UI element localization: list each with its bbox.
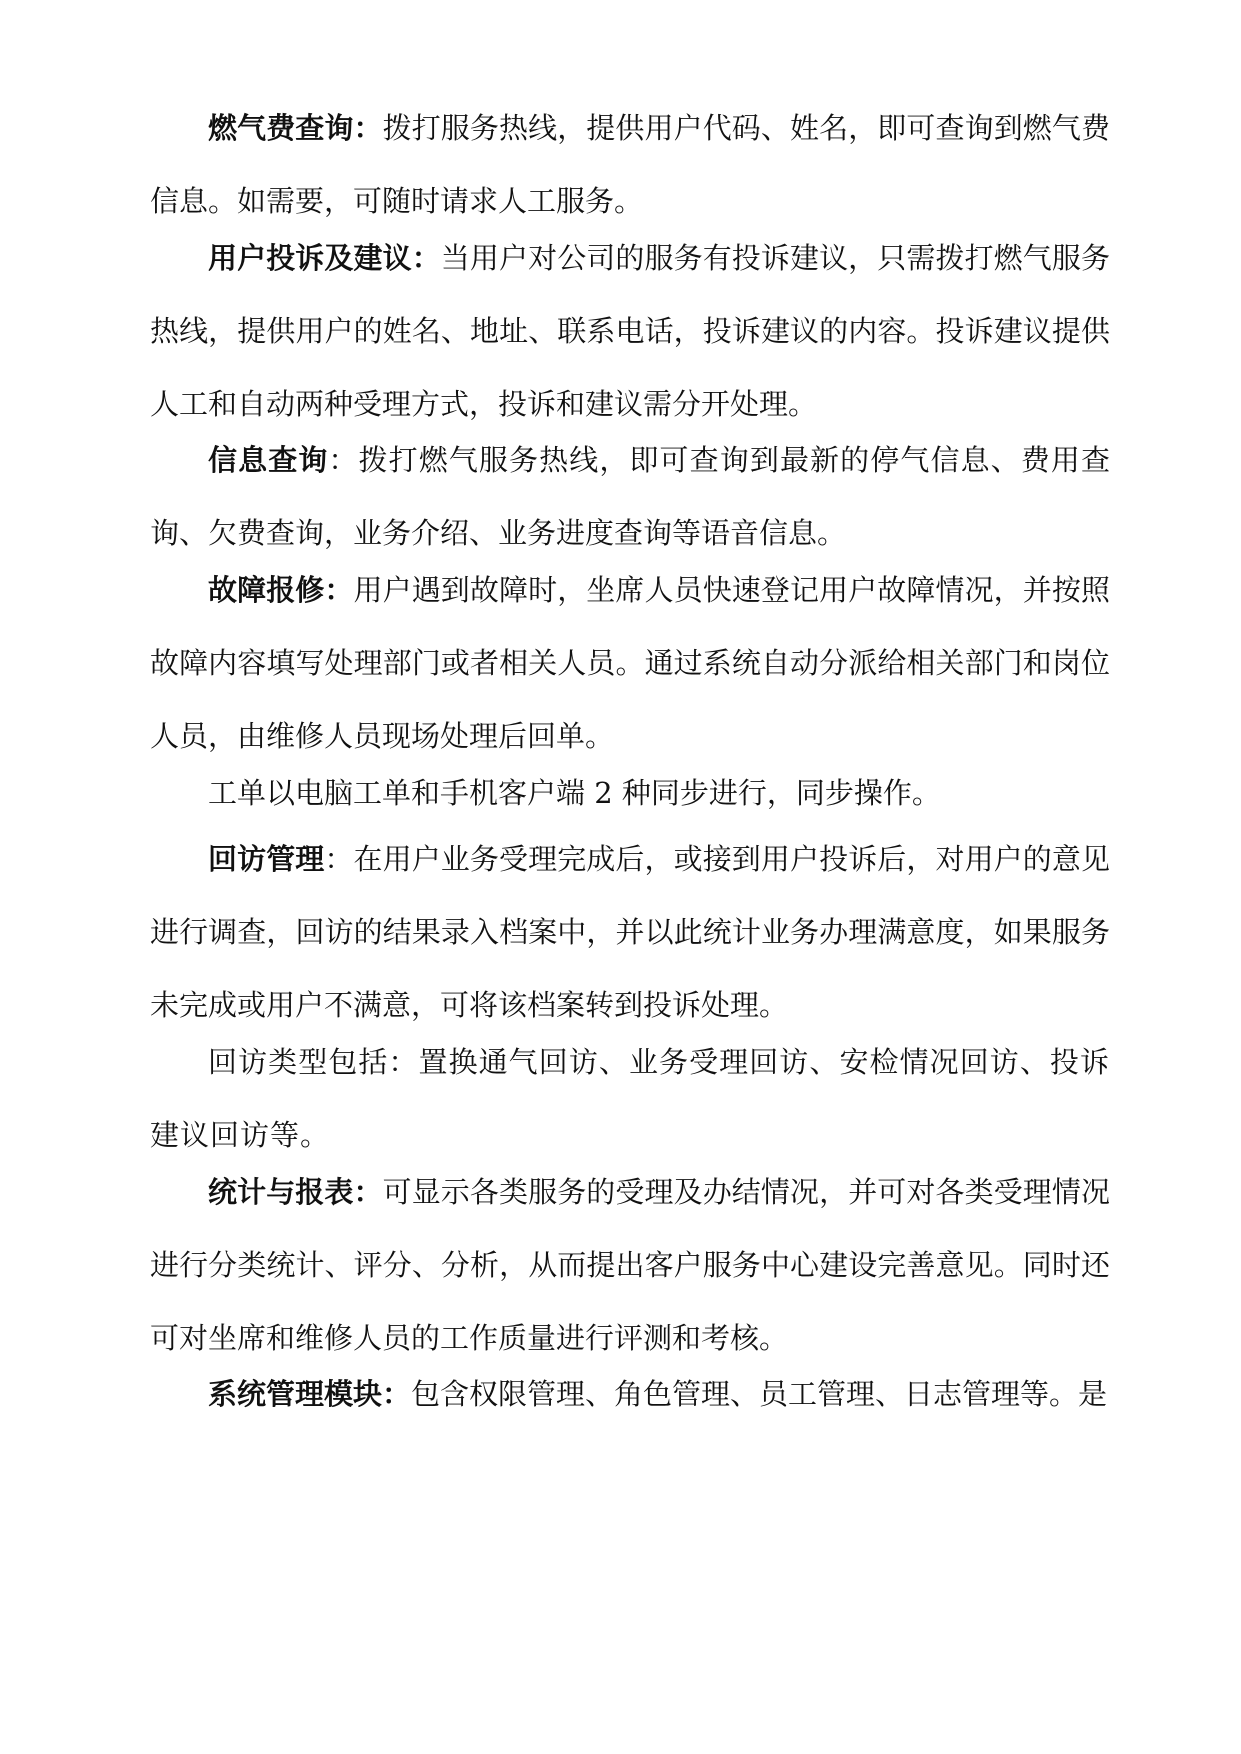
paragraph-body: 包含权限管理、角色管理、员工管理、日志管理等。是 <box>411 1377 1108 1411</box>
term-complaints-suggestions: 用户投诉及建议： <box>208 241 441 275</box>
paragraph-statistics-reports <box>150 1156 1110 1375</box>
paragraph-body: ：拨打燃气服务热线，即可查询到最新的停气信息、费用查询、欠费查询，业务介绍、业务进度查询等语音信息。 <box>150 443 1110 550</box>
paragraph-body: 可显示各类服务的受理及办结情况，并可对各类受理情况进行分类统计、评分、分析，从而提出客户服务中心建设完善意见。同时还可对坐席和维修人员的工作质量进行评测和考核。 <box>150 1175 1110 1355</box>
paragraph-body: 回访类型包括：置换通气回访、业务受理回访、安检情况回访、投诉建议回访等。 <box>150 1045 1110 1152</box>
term-fault-repair: 故障报修： <box>208 573 354 607</box>
paragraph-system-management <box>150 1358 1110 1431</box>
term-return-visit-management: 回访管理 <box>208 842 325 876</box>
paragraph-body: ：在用户业务受理完成后，或接到用户投诉后，对用户的意见进行调查，回访的结果录入档案中，并以此统计业务办理满意度，如果服务未完成或用户不满意，可将该档案转到投诉处理。 <box>150 842 1110 1022</box>
paragraph-information-query <box>150 424 1110 570</box>
paragraph-return-visit-management <box>150 823 1110 1042</box>
paragraph-body: 用户遇到故障时，坐席人员快速登记用户故障情况，并按照故障内容填写处理部门或者相关人员。通过系统自动分派给相关部门和岗位人员，由维修人员现场处理后回单。 <box>150 573 1110 753</box>
paragraph-return-visit-types <box>150 1026 1110 1172</box>
term-information-query: 信息查询 <box>208 443 329 477</box>
paragraph-fault-repair <box>150 554 1110 773</box>
term-system-management: 系统管理模块： <box>208 1377 412 1411</box>
paragraph-gas-fee-query <box>150 92 1110 238</box>
paragraph-body: 工单以电脑工单和手机客户端 2 种同步进行，同步操作。 <box>208 776 941 810</box>
paragraph-complaints-suggestions <box>150 222 1110 441</box>
term-gas-fee-query: 燃气费查询： <box>208 111 383 145</box>
paragraph-body: 当用户对公司的服务有投诉建议，只需拨打燃气服务热线，提供用户的姓名、地址、联系电话，投诉建议的内容。投诉建议提供人工和自动两种受理方式，投诉和建议需分开处理。 <box>150 241 1110 421</box>
paragraph-work-order <box>150 757 1110 830</box>
term-statistics-reports: 统计与报表： <box>208 1175 383 1209</box>
paragraph-body: 拨打服务热线，提供用户代码、姓名，即可查询到燃气费信息。如需要，可随时请求人工服务。 <box>150 111 1110 218</box>
